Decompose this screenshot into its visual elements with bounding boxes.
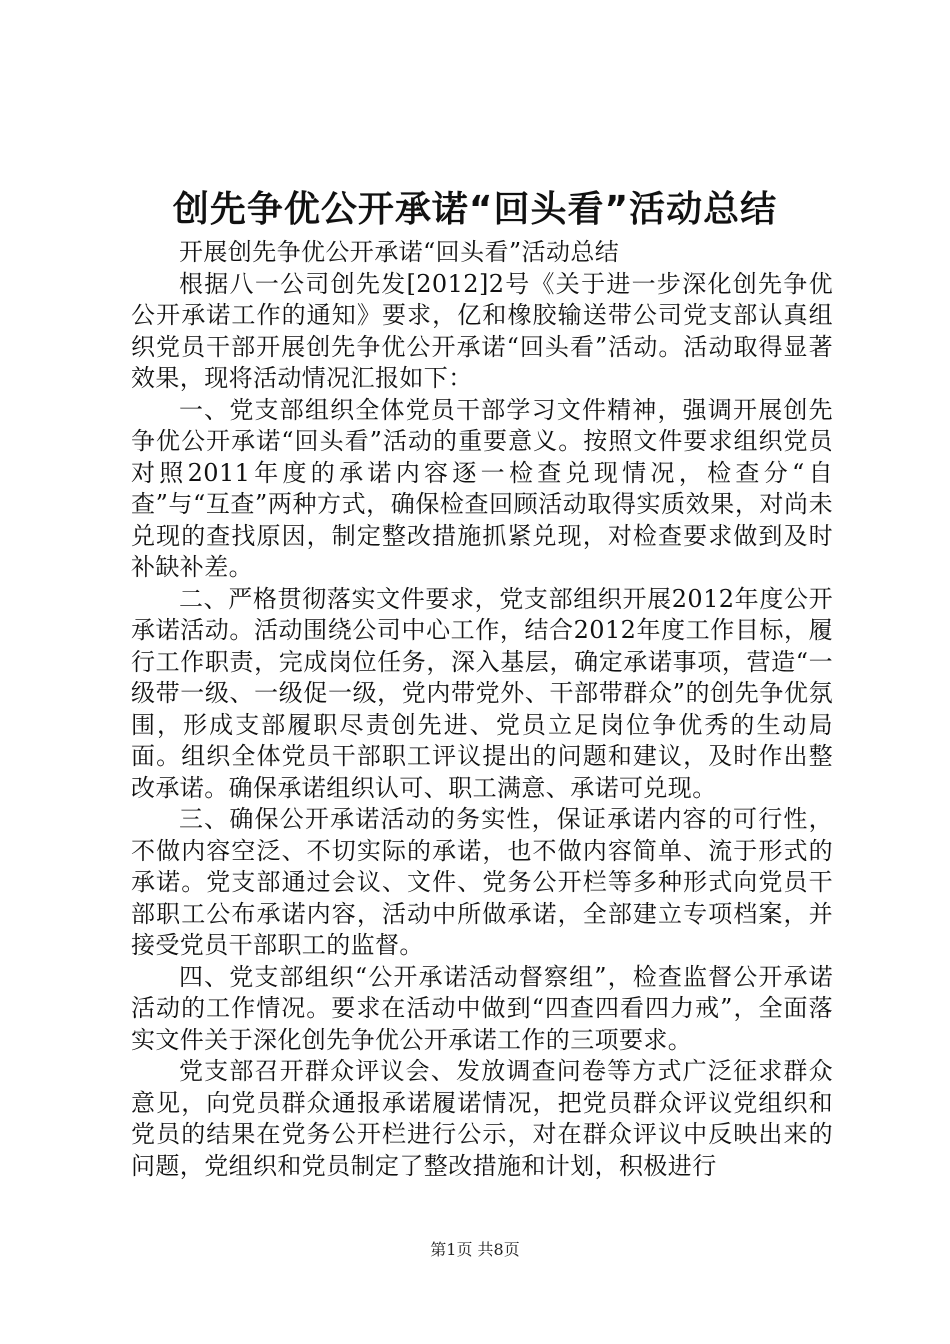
paragraph-subtitle: 开展创先争优公开承诺“回头看”活动总结 bbox=[179, 238, 620, 266]
paragraph-evaluation: 党支部召开群众评议会、发放调查问卷等方式广泛征求群众意见，向党员群众通报承诺履诺情况，把党员群众评议党组织和党员的结果在党务公开栏进行公示，对在群众评议中反映出来的问题，党组织和党员制定了整改措施和计划，积极进行 bbox=[131, 1057, 833, 1180]
page-number: 第1页 共8页 bbox=[430, 1240, 520, 1259]
document-title: 创先争优公开承诺“回头看”活动总结 bbox=[172, 189, 778, 230]
document-body bbox=[131, 237, 833, 1182]
paragraph-item-2: 二、严格贯彻落实文件要求，党支部组织开展2012年度公开承诺活动。活动围绕公司中心工作，结合2012年度工作目标，履行工作职责，完成岗位任务，深入基层，确定承诺事项，营造“一级带一级、一级促一级，党内带党外、干部带群众”的创先争优氛围，形成支部履职尽责创先进、党员立足岗位争优秀的生动局面。组织全体党员干部职工评议提出的问题和建议，及时作出整改承诺。确保承诺组织认可、职工满意、承诺可兑现。 bbox=[131, 584, 833, 802]
paragraph-item-1: 一、党支部组织全体党员干部学习文件精神，强调开展创先争优公开承诺“回头看”活动的重要意义。按照文件要求组织党员对照2011年度的承诺内容逐一检查兑现情况，检查分“自查”与“互查”两种方式，确保检查回顾活动取得实质效果，对尚未兑现的查找原因，制定整改措施抓紧兑现，对检查要求做到及时补缺补差。 bbox=[131, 395, 833, 581]
paragraph-intro: 根据八一公司创先发[2012]2号《关于进一步深化创先争优公开承诺工作的通知》要求，亿和橡胶输送带公司党支部认真组织党员干部开展创先争优公开承诺“回头看”活动。活动取得显著效果，现将活动情况汇报如下： bbox=[131, 269, 833, 392]
paragraph-item-3: 三、确保公开承诺活动的务实性，保证承诺内容的可行性，不做内容空泛、不切实际的承诺，也不做内容简单、流于形式的承诺。党支部通过会议、文件、党务公开栏等多种形式向党员干部职工公布承诺内容，活动中所做承诺，全部建立专项档案，并接受党员干部职工的监督。 bbox=[131, 805, 833, 959]
paragraph-item-4: 四、党支部组织“公开承诺活动督察组”，检查监督公开承诺活动的工作情况。要求在活动中做到“四查四看四力戒”，全面落实文件关于深化创先争优公开承诺工作的三项要求。 bbox=[131, 962, 833, 1054]
